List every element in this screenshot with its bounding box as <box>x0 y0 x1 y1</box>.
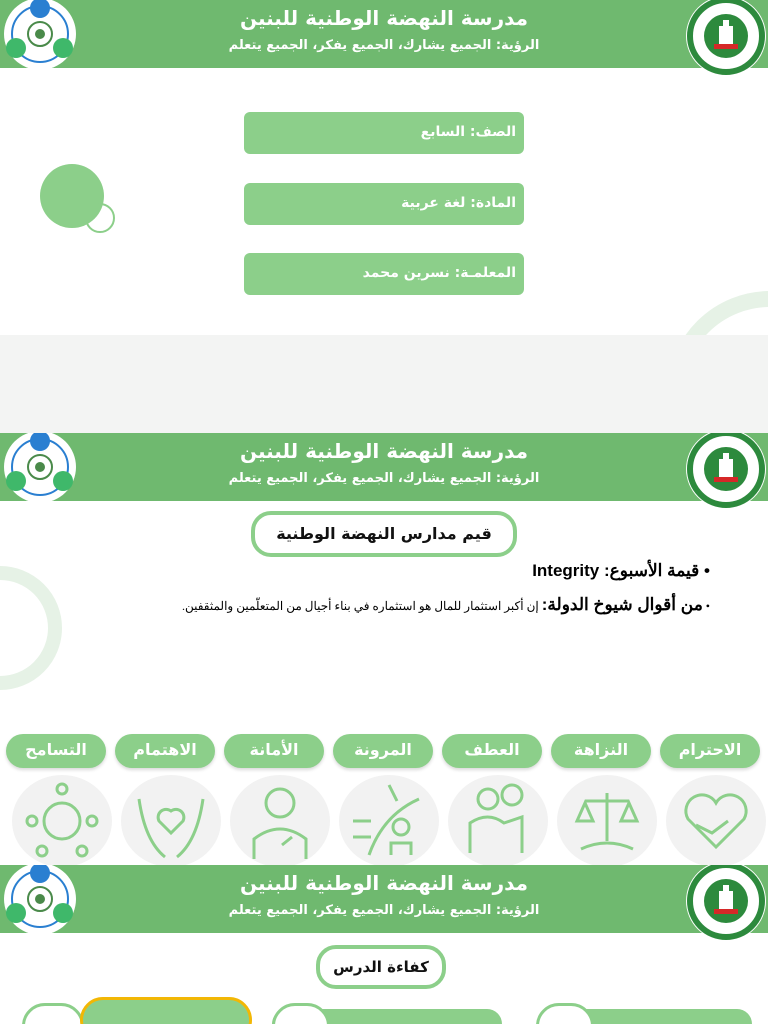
slide-values <box>0 433 768 865</box>
globe-people-icon <box>12 775 112 865</box>
competency-card-1 <box>80 997 252 1024</box>
slide-gap <box>0 335 768 433</box>
vision-cycle-logo <box>0 865 90 937</box>
slide-cover <box>0 0 768 335</box>
school-title: مدرسة النهضة الوطنية للبنين <box>239 439 529 463</box>
school-logo <box>684 433 768 511</box>
value-honesty: الأمانة <box>224 734 324 768</box>
flexible-icon <box>339 775 439 865</box>
header-bar <box>0 865 768 933</box>
heart-hands-icon <box>121 775 221 865</box>
vision-cycle-logo <box>0 433 90 505</box>
values-title: قيم مدارس النهضة الوطنية <box>251 511 517 557</box>
value-flexibility: المرونة <box>333 734 433 768</box>
scales-icon <box>557 775 657 865</box>
decor-ring <box>0 563 70 693</box>
grade-field: الصف: السابع <box>244 112 524 154</box>
header-bar <box>0 433 768 501</box>
vision-cycle-logo <box>0 0 90 72</box>
slide-competency <box>0 865 768 1024</box>
vision-text: الرؤية: الجميع يشارك، الجميع يفكر، الجميع يتعلم <box>228 471 540 486</box>
decor-ring <box>660 284 768 335</box>
teacher-field: المعلمـة: نسرين محمد <box>244 253 524 295</box>
honest-person-icon <box>230 775 330 865</box>
value-care: الاهتمام <box>115 734 215 768</box>
week-value: • قيمة الأسبوع: Integrity <box>532 561 710 580</box>
vision-text: الرؤية: الجميع يشارك، الجميع يفكر، الجميع يتعلم <box>228 38 540 53</box>
school-logo <box>684 865 768 943</box>
value-integrity: النزاهة <box>551 734 651 768</box>
school-title: مدرسة النهضة الوطنية للبنين <box>239 6 529 30</box>
value-respect: الاحترام <box>660 734 760 768</box>
value-compassion: العطف <box>442 734 542 768</box>
school-title: مدرسة النهضة الوطنية للبنين <box>239 871 529 895</box>
competency-title: كفاءة الدرس <box>316 945 446 989</box>
competency-icon-2 <box>272 1003 330 1024</box>
school-logo <box>684 0 768 78</box>
subject-field: المادة: لغة عربية <box>244 183 524 225</box>
leader-saying: • من أقوال شيوخ الدولة: إن أكبر استثمار للمال هو استثماره في بناء أجيال من المتعلّمين والمثقفين. <box>181 595 710 614</box>
competency-icon-3 <box>536 1003 594 1024</box>
decor-circles <box>36 160 120 240</box>
vision-text: الرؤية: الجميع يشارك، الجميع يفكر، الجميع يتعلم <box>228 903 540 918</box>
header-bar <box>0 0 768 68</box>
hug-icon <box>448 775 548 865</box>
handshake-heart-icon <box>666 775 766 865</box>
competency-icon-1 <box>22 1003 84 1024</box>
value-tolerance: التسامح <box>6 734 106 768</box>
